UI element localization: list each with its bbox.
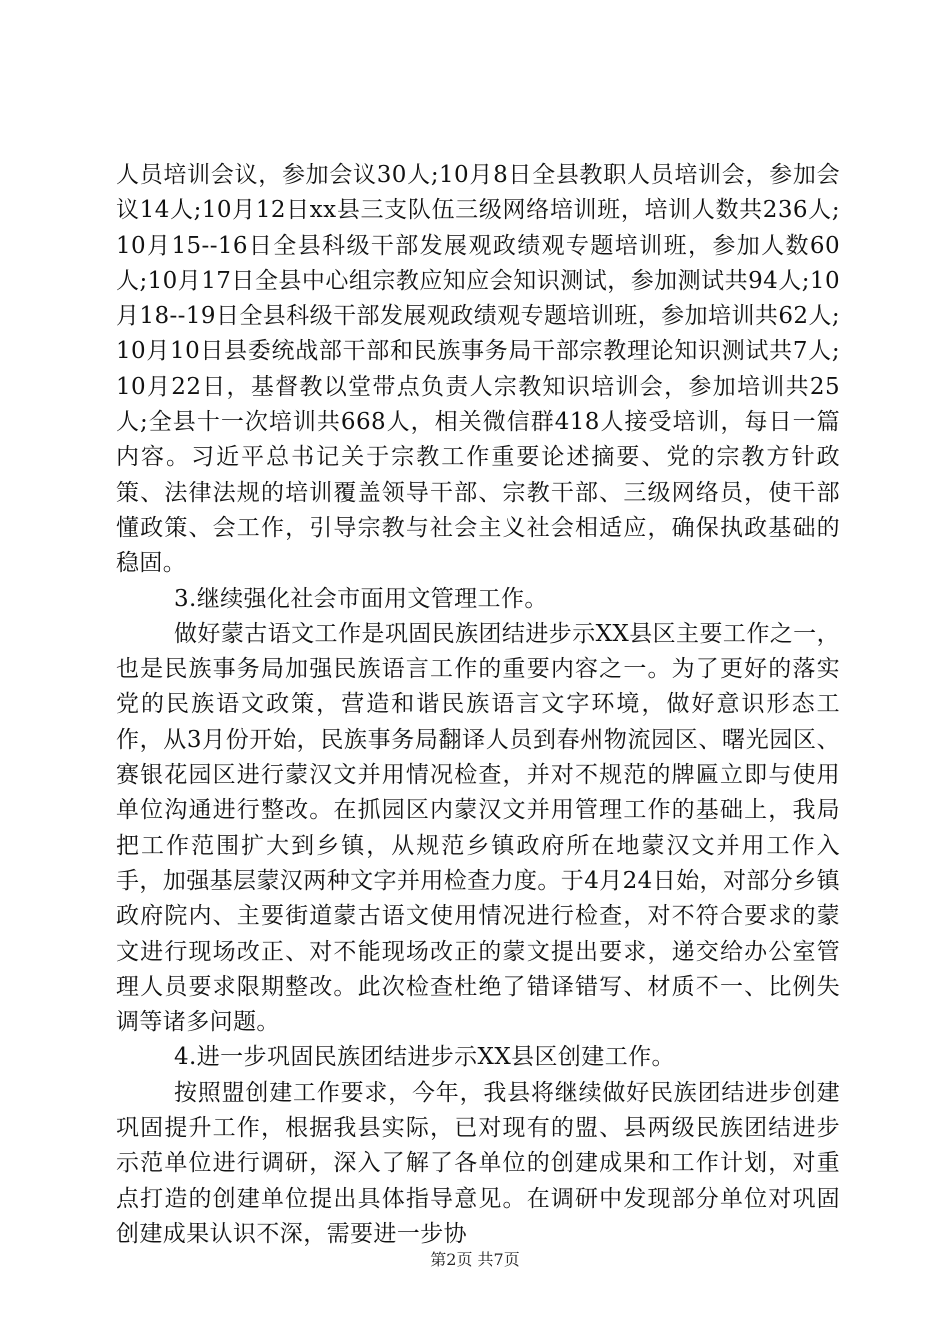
paragraph-mongolian-language-work: 做好蒙古语文工作是巩固民族团结进步示XX县区主要工作之一，也是民族事务局加强民族语言工作的重要内容之一。为了更好的落实党的民族语文政策，营造和谐民族语言文字环境，做好意识形态工作，从3月份开始，民族事务局翻译人员到春州物流园区、曙光园区、赛银花园区进行蒙汉文并用情况检查，并对不规范的牌匾立即与使用单位沟通进行整改。在抓园区内蒙汉文并用管理工作的基础上，我局把工作范围扩大到乡镇，从规范乡镇政府所在地蒙汉文并用工作入手，加强基层蒙汉两种文字并用检查力度。于4月24日始，对部分乡镇政府院内、主要街道蒙古语文使用情况进行检查，对不符合要求的蒙文进行现场改正、对不能现场改正的蒙文提出要求，递交给办公室管理人员要求限期整改。此次检查杜绝了错译错写、材质不一、比例失调等诸多问题。 xyxy=(116,620,840,1036)
paragraph-training-summary: 人员培训会议，参加会议30人;10月8日全县教职人员培训会，参加会议14人;10月12日xx县三支队伍三级网络培训班，培训人数共236人;10月15--16日全县科级干部发展观政绩观专题培训班，参加人数60人;10月17日全县中心组宗教应知应会知识测试，参加测试共94人;10月18--19日全县科级干部发展观政绩观专题培训班，参加培训共62人;10月10日县委统战部干部和民族事务局干部宗教理论知识测试共7人;10月22日，基督教以堂带点负责人宗教知识培训会，参加培训共25人;全县十一次培训共668人，相关微信群418人接受培训，每日一篇内容。习近平总书记关于宗教工作重要论述摘要、党的宗教方针政策、法律法规的培训覆盖领导干部、宗教干部、三级网络员，使干部懂政策、会工作，引导宗教与社会主义社会相适应，确保执政基础的稳固。 xyxy=(116,162,840,577)
page-number-footer: 第2页 共7页 xyxy=(430,1250,520,1269)
document-body xyxy=(116,158,840,1252)
paragraph-creation-work: 按照盟创建工作要求，今年，我县将继续做好民族团结进步创建巩固提升工作，根据我县实际，已对现有的盟、县两级民族团结进步示范单位进行调研，深入了解了各单位的创建成果和工作计划，对重点打造的创建单位提出具体指导意见。在调研中发现部分单位对巩固创建成果认识不深，需要进一步协 xyxy=(116,1079,840,1247)
heading-signage-management: 3.继续强化社会市面用文管理工作。 xyxy=(174,585,548,612)
heading-unity-progress-creation: 4.进一步巩固民族团结进步示XX县区创建工作。 xyxy=(174,1044,675,1071)
